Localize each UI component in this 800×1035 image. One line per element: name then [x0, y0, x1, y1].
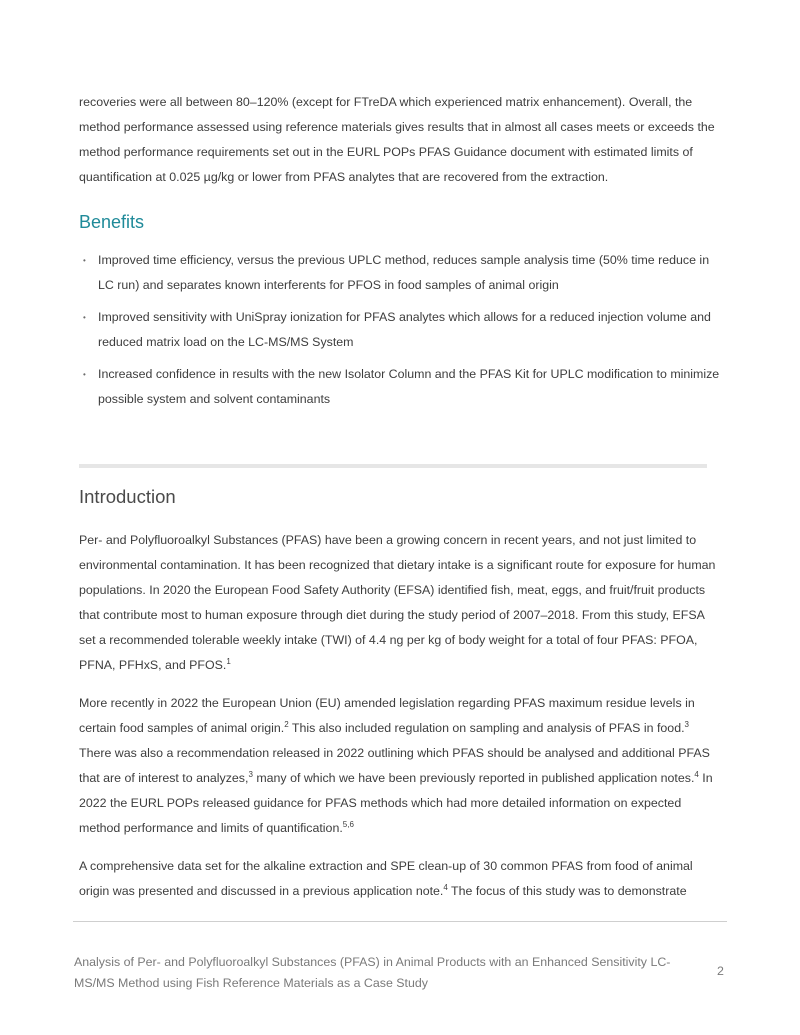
- reference-superscript: 1: [226, 656, 231, 666]
- list-item: [79, 305, 724, 355]
- bullet-icon: •: [83, 313, 86, 322]
- paragraph-text: many of which we have been previously reported in published application notes.: [252, 771, 695, 785]
- benefits-list: [79, 248, 724, 419]
- list-item: [79, 362, 724, 412]
- introduction-paragraph-1: [79, 528, 724, 678]
- benefits-heading: Benefits: [79, 212, 145, 232]
- footer-divider: [73, 921, 727, 922]
- reference-superscript: 4: [443, 882, 448, 892]
- reference-superscript: 3: [248, 769, 253, 779]
- reference-superscript: 2: [284, 719, 289, 729]
- introduction-heading: Introduction: [79, 486, 176, 507]
- paragraph-text: Per- and Polyfluoroalkyl Substances (PFAS) have been a growing concern in recent years, and not just limited to environmental contamination. It has been recognized that dietary intake is a significant route for exposure for human populations. In 2020 the European Food Safety Authority (EFSA) identified fish, meat, eggs, and fruit/fruit products that contribute most to human exposure through diet during the study period of 2007–2018. From this study, EFSA set a recommended tolerable weekly intake (TWI) of 4.4 ng per kg of body weight for a total of four PFAS: PFOA, PFNA, PFHxS, and PFOS.: [79, 533, 716, 672]
- introduction-paragraph-3: [79, 854, 724, 904]
- paragraph-text: There was also a recommendation released in 2022 outlining which PFAS should be analysed and additional PFAS that are of interest to analyzes,: [79, 746, 710, 785]
- benefit-text: Increased confidence in results with the new Isolator Column and the PFAS Kit for UPLC modification to minimize possible system and solvent contaminants: [98, 367, 720, 406]
- list-item: [79, 248, 724, 298]
- paragraph-text: More recently in 2022 the European Union (EU) amended legislation regarding PFAS maximum residue levels in certain food samples of animal origin.: [79, 696, 695, 735]
- bullet-icon: •: [83, 370, 86, 379]
- bullet-icon: •: [83, 256, 86, 265]
- benefit-text: Improved time efficiency, versus the previous UPLC method, reduces sample analysis time (50% time reduce in LC run) and separates known interferents for PFOS in food samples of animal origin: [98, 253, 710, 292]
- reference-superscript: 3: [684, 719, 689, 729]
- reference-superscript: 4: [694, 769, 699, 779]
- reference-superscript: 5,6: [342, 819, 354, 829]
- page-number: 2: [717, 964, 724, 978]
- introduction-paragraph-2: [79, 691, 724, 841]
- paragraph-text: The focus of this study was to demonstrate: [447, 884, 687, 898]
- paragraph-text: In 2022 the EURL POPs released guidance for PFAS methods which had more detailed information on expected method performance and limits of quantification.: [79, 771, 713, 835]
- section-divider: [79, 464, 707, 468]
- benefit-text: Improved sensitivity with UniSpray ionization for PFAS analytes which allows for a reduced injection volume and reduced matrix load on the LC-MS/MS System: [98, 310, 711, 349]
- summary-paragraph: recoveries were all between 80–120% (except for FTreDA which experienced matrix enhancement). Overall, the method performance assessed using reference materials gives results that in almost all cases meets or exceeds the method performance requirements set out in the EURL POPs PFAS Guidance document with estimated limits of quantification at 0.025 µg/kg or lower from PFAS analytes that are recovered from the extraction.: [79, 95, 715, 184]
- footer-title: Analysis of Per- and Polyfluoroalkyl Substances (PFAS) in Animal Products with an Enhanced Sensitivity LC-MS/MS Method using Fish Reference Materials as a Case Study: [74, 955, 671, 990]
- paragraph-text: This also included regulation on sampling and analysis of PFAS in food.: [288, 721, 685, 735]
- paragraph-text: A comprehensive data set for the alkaline extraction and SPE clean-up of 30 common PFAS from food of animal origin was presented and discussed in a previous application note.: [79, 859, 693, 898]
